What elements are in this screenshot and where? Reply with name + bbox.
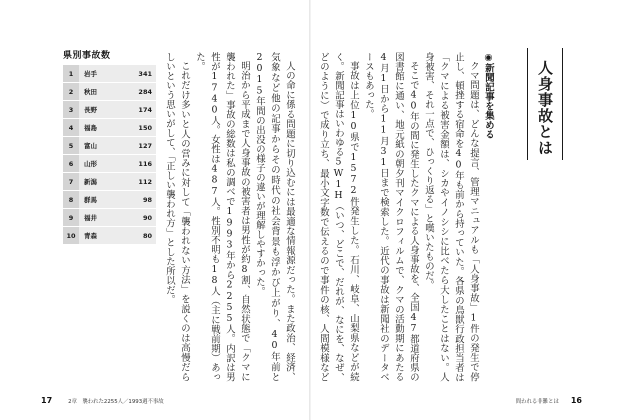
rank-cell: 2	[63, 83, 79, 101]
count-cell: 98	[122, 191, 156, 209]
rank-cell: 6	[63, 155, 79, 173]
ranking-table	[63, 64, 156, 245]
rank-cell: 5	[63, 137, 79, 155]
prefecture-cell: 岩手	[79, 65, 122, 83]
ranking-title: 県別事故数	[63, 51, 111, 61]
right-page-footer	[516, 396, 582, 405]
ranking-row	[63, 101, 156, 119]
body-paragraph: これだけ多いと人の営みに対して「襲われない方法」を説くのは高慢だらしいという思いがして、「正しい襲われ方」とした所以だ。	[164, 52, 190, 382]
prefecture-cell: 長野	[79, 101, 122, 119]
prefecture-accident-ranking	[63, 50, 156, 245]
count-cell: 116	[122, 155, 156, 173]
ranking-row	[63, 155, 156, 173]
count-cell: 174	[122, 101, 156, 119]
left-page-body	[162, 52, 297, 382]
body-paragraph: 事故は上位10県で1572件発生した。石川、岐阜、山梨県などが続く。新聞記事はいわゆる5W1H（いつ、どこで、だれが、なにを、なぜ、どのように）で成り立ち、最小文字数で伝えるので事件の核、人間模様など	[318, 52, 359, 382]
ranking-row	[63, 191, 156, 209]
ranking-row	[63, 65, 156, 83]
rank-cell: 8	[63, 191, 79, 209]
rank-cell: 4	[63, 119, 79, 137]
page-number-left: 17	[41, 396, 53, 405]
page-number-right: 16	[570, 396, 582, 405]
ranking-table-body	[63, 65, 156, 245]
chapter-title: 人身事故とは	[536, 60, 554, 156]
right-page-body	[316, 52, 496, 382]
bullet-icon: ◉	[483, 52, 494, 64]
rank-cell: 10	[63, 227, 79, 245]
rank-cell: 1	[63, 65, 79, 83]
body-paragraph: 明治から平成まで人身事故の被害者は男性が約8割、自然状態で「クマに襲われた」事故の総数は私の調べで1993年から2255人。内訳は男性が1740人。女性は487人。性別不明も18人（主に戦前期）あった。	[194, 52, 250, 382]
rank-cell: 9	[63, 209, 79, 227]
body-paragraph: 人の命に係る問題に切り込むには最適な情報源だった。また政治、経済、気象など他の記事からその時代の社会背景も浮かび上がり、40年前と2015年間の出没の様子の違いが理解しやすかった。	[254, 52, 295, 382]
ranking-row	[63, 173, 156, 191]
count-cell: 112	[122, 173, 156, 191]
count-cell: 150	[122, 119, 156, 137]
count-cell: 80	[122, 227, 156, 245]
ranking-row	[63, 137, 156, 155]
section-heading-text: 新聞記事を集める	[483, 63, 494, 140]
body-paragraph: そこで40年の間に発生したクマによる人身事故を、全国47都道府県の図書館に通い、地元紙の朝夕刊マイクロフィルムで、クマの活動期にあたる4月1日から11月31日まで検索した。近代の事故は新聞社のデータベースもあった。	[363, 52, 419, 382]
prefecture-cell: 新潟	[79, 173, 122, 191]
count-cell: 90	[122, 209, 156, 227]
count-cell: 127	[122, 137, 156, 155]
rank-cell: 7	[63, 173, 79, 191]
prefecture-cell: 富山	[79, 137, 122, 155]
left-page-footer	[41, 396, 164, 405]
ranking-row	[63, 209, 156, 227]
running-head-right: 間われる非難とは	[515, 398, 559, 405]
ranking-row	[63, 119, 156, 137]
prefecture-cell: 秋田	[79, 83, 122, 101]
chapter-title-box	[527, 48, 563, 160]
prefecture-cell: 群馬	[79, 191, 122, 209]
prefecture-cell: 福井	[79, 209, 122, 227]
prefecture-cell: 福島	[79, 119, 122, 137]
page-gutter	[309, 0, 311, 420]
count-cell: 284	[122, 83, 156, 101]
running-head-left: 2章 襲われた2255人／1993週不事故	[68, 398, 164, 405]
prefecture-cell: 山形	[79, 155, 122, 173]
count-cell: 341	[122, 65, 156, 83]
ranking-row	[63, 83, 156, 101]
ranking-row	[63, 227, 156, 245]
prefecture-cell: 青森	[79, 227, 122, 245]
rank-cell: 3	[63, 101, 79, 119]
section-heading	[481, 52, 496, 382]
body-paragraph: クマ問題は、どんな提言、管理マニュアルも「人身事故」1件の発生で停止し、頓挫する宿命を40年も前から持っていた。各県の鳥獣行政担当者は「クマによる被害金額は、シカやイノシシに比べたら大したことはない。人身被害、それ一点で、ひっくり返る」と嘆いたものだ。	[423, 52, 479, 382]
